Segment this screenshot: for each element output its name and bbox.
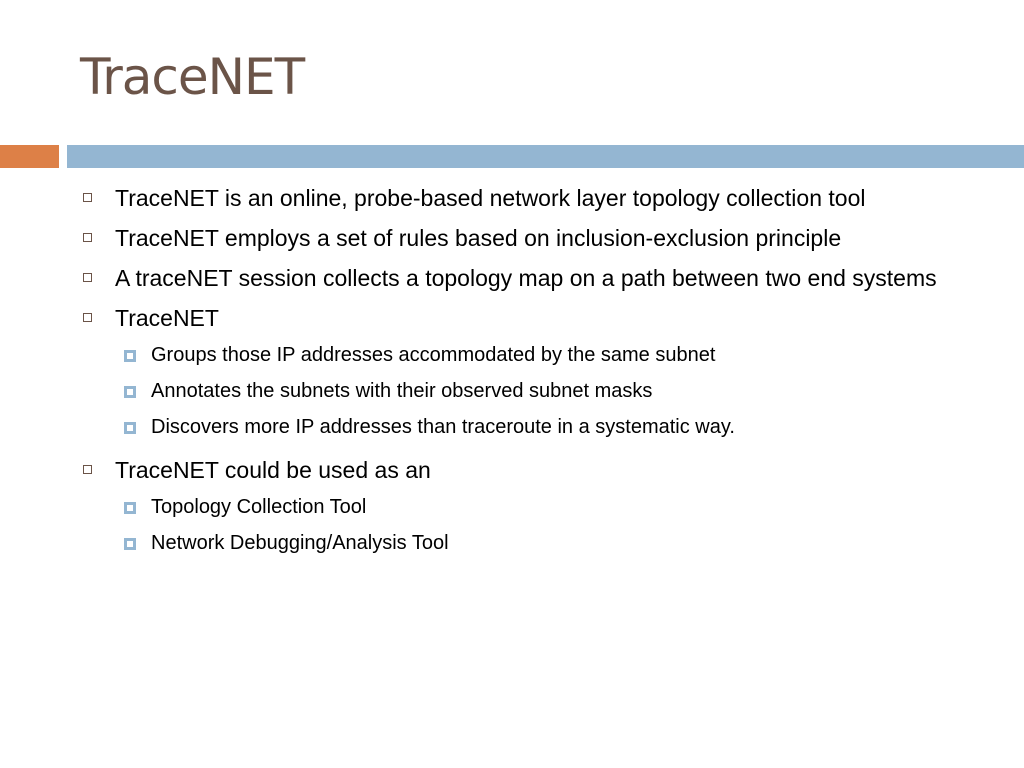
bullet-item [115, 223, 965, 253]
sub-bullet-item [151, 373, 981, 409]
sub-bullet-list [0, 489, 1024, 561]
sub-bullet-list [0, 337, 1024, 445]
bullet-item [115, 183, 965, 213]
bullet-list [0, 183, 1024, 571]
filled-square-bullet-icon [124, 350, 136, 362]
bullet-text: TraceNET is an online, probe-based network layer topology collection tool [115, 185, 866, 211]
square-bullet-icon [83, 193, 92, 202]
sub-bullet-text: Groups those IP addresses accommodated by the same subnet [151, 344, 716, 366]
bullet-text: A traceNET session collects a topology map on a path between two end systems [115, 265, 937, 291]
square-bullet-icon [83, 273, 92, 282]
sub-bullet-text: Discovers more IP addresses than traceroute in a systematic way. [151, 416, 735, 438]
accent-band-blue [67, 145, 1024, 168]
bullet-item [115, 455, 965, 485]
square-bullet-icon [83, 233, 92, 242]
filled-square-bullet-icon [124, 422, 136, 434]
sub-bullet-item [151, 337, 981, 373]
sub-bullet-text: Topology Collection Tool [151, 496, 367, 518]
filled-square-bullet-icon [124, 538, 136, 550]
filled-square-bullet-icon [124, 386, 136, 398]
square-bullet-icon [83, 465, 92, 474]
sub-bullet-item [151, 409, 981, 445]
bullet-item [115, 263, 965, 293]
sub-bullet-text: Annotates the subnets with their observed subnet masks [151, 380, 653, 402]
slide-title: TraceNET [80, 48, 305, 106]
bullet-item [115, 303, 965, 333]
square-bullet-icon [83, 313, 92, 322]
filled-square-bullet-icon [124, 502, 136, 514]
bullet-text: TraceNET employs a set of rules based on inclusion-exclusion principle [115, 225, 842, 251]
sub-bullet-text: Network Debugging/Analysis Tool [151, 532, 449, 554]
sub-bullet-item [151, 489, 981, 525]
accent-band-orange [0, 145, 59, 168]
bullet-text: TraceNET [115, 305, 219, 331]
bullet-text: TraceNET could be used as an [115, 457, 431, 483]
sub-bullet-item [151, 525, 981, 561]
